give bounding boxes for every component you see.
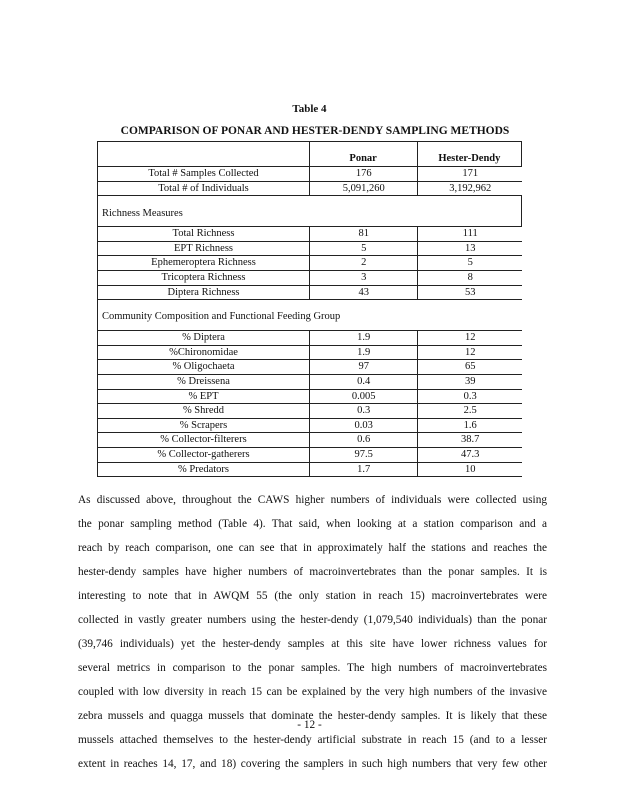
hester-dendy-value: 171 bbox=[462, 168, 479, 179]
table-heading: COMPARISON OF PONAR AND HESTER-DENDY SAMPLING METHODS bbox=[120, 125, 510, 137]
hester-dendy-value: 1.6 bbox=[463, 419, 477, 431]
row-label: % Oligochaeta bbox=[98, 360, 310, 374]
hester-dendy-value: 0.3 bbox=[463, 390, 477, 402]
hester-dendy-value: 2.5 bbox=[463, 405, 477, 417]
ponar-value: 0.3 bbox=[310, 404, 418, 418]
hester-dendy-value: 3,192,962 bbox=[449, 182, 492, 194]
body-line: reach by reach comparison, one can see that in approximately half the stations and reaches the bbox=[78, 542, 547, 554]
header-blank bbox=[98, 142, 310, 166]
table-row bbox=[98, 433, 522, 448]
table-title: Table 4 bbox=[292, 103, 327, 115]
table-row bbox=[98, 390, 522, 405]
ponar-value: 43 bbox=[310, 286, 418, 300]
table-row bbox=[98, 286, 522, 301]
row-label: Tricoptera Richness bbox=[98, 271, 310, 285]
body-line: zebra mussels and quagga mussels that dominate the hester-dendy samples. It is likely that these bbox=[78, 710, 547, 722]
hester-dendy-value: 65 bbox=[464, 361, 476, 373]
row-label: %Chironomidae bbox=[98, 346, 310, 360]
hester-dendy-value: 12 bbox=[464, 346, 476, 358]
ponar-value: 0.4 bbox=[310, 375, 418, 389]
hester-dendy-value: 13 bbox=[464, 242, 476, 254]
table-row bbox=[98, 256, 522, 271]
ponar-value: 97 bbox=[310, 360, 418, 374]
table-row bbox=[98, 346, 522, 361]
table-row bbox=[98, 271, 522, 286]
row-label: % Diptera bbox=[98, 331, 310, 345]
row-label: % Dreissena bbox=[98, 375, 310, 389]
table-row bbox=[98, 167, 522, 182]
ponar-value: 3 bbox=[310, 271, 418, 285]
hester-dendy-value: 111 bbox=[462, 228, 478, 240]
ponar-value: 5 bbox=[310, 242, 418, 256]
row-label: Total # Samples Collected bbox=[98, 167, 310, 181]
hester-dendy-value: 47.3 bbox=[461, 448, 480, 460]
row-label: EPT Richness bbox=[98, 242, 310, 256]
ponar-value: 5,091,260 bbox=[310, 182, 418, 196]
hester-dendy-value: 39 bbox=[464, 375, 476, 387]
row-label: Diptera Richness bbox=[98, 286, 310, 300]
body-line: extent in reaches 14, 17, and 18) covering the samplers in such high numbers that very few other bbox=[78, 758, 547, 770]
row-label: % Predators bbox=[98, 463, 310, 477]
table-row bbox=[98, 404, 522, 419]
hester-dendy-value: 12 bbox=[464, 332, 476, 344]
ponar-value: 81 bbox=[310, 227, 418, 241]
row-label: % Shredd bbox=[98, 404, 310, 418]
community-section-label: Community Composition and Functional Feeding Group bbox=[98, 300, 522, 331]
row-label: % Collector-filterers bbox=[98, 433, 310, 447]
body-line: the ponar sampling method (Table 4). That said, when looking at a station comparison and a bbox=[78, 518, 547, 530]
row-label: % Collector-gatherers bbox=[98, 448, 310, 462]
hester-dendy-value: 10 bbox=[464, 463, 476, 475]
header-hester-dendy: Hester-Dendy bbox=[418, 142, 522, 166]
ponar-value: 1.9 bbox=[310, 346, 418, 360]
hester-dendy-value: 5 bbox=[467, 257, 473, 269]
row-label: Ephemeroptera Richness bbox=[98, 256, 310, 270]
ponar-value: 0.005 bbox=[310, 390, 418, 404]
row-label: Total Richness bbox=[98, 227, 310, 241]
table-row bbox=[98, 375, 522, 390]
table-row bbox=[98, 331, 522, 346]
ponar-value: 97.5 bbox=[310, 448, 418, 462]
table-row bbox=[98, 227, 522, 242]
body-line: hester-dendy samples have higher numbers of macroinvertebrates than the ponar samples. It is bbox=[78, 566, 547, 578]
ponar-value: 176 bbox=[310, 167, 418, 181]
ponar-value: 0.6 bbox=[310, 433, 418, 447]
header-ponar: Ponar bbox=[310, 142, 418, 166]
body-line: As discussed above, throughout the CAWS higher numbers of individuals were collected using bbox=[78, 494, 547, 506]
row-label: % Scrapers bbox=[98, 419, 310, 433]
table-row bbox=[98, 463, 522, 478]
body-line: collected in vastly greater numbers using the hester-dendy (1,079,540 individuals) than the ponar bbox=[78, 614, 547, 626]
comparison-table bbox=[97, 141, 522, 477]
ponar-value: 2 bbox=[310, 256, 418, 270]
table-row bbox=[98, 448, 522, 463]
body-line: (39,746 individuals) yet the hester-dendy samples at this site have lower richness values for bbox=[78, 638, 547, 650]
hester-dendy-value: 38.7 bbox=[461, 434, 480, 446]
table-row bbox=[98, 182, 522, 197]
hester-dendy-value: 8 bbox=[467, 271, 473, 283]
ponar-value: 1.9 bbox=[310, 331, 418, 345]
table-header-row bbox=[98, 141, 522, 167]
body-line: interesting to note that in AWQM 55 (the only station in reach 15) macroinvertebrates were bbox=[78, 590, 547, 602]
table-row bbox=[98, 419, 522, 434]
page-number: - 12 - bbox=[297, 719, 322, 731]
row-label: Total # of Individuals bbox=[98, 182, 310, 196]
table-row bbox=[98, 242, 522, 257]
body-line: mussels attached themselves to the hester-dendy artificial substrate in reach 15 (and to a lesser bbox=[78, 734, 547, 746]
ponar-value: 0.03 bbox=[310, 419, 418, 433]
row-label: % EPT bbox=[98, 390, 310, 404]
body-line: coupled with low diversity in reach 15 can be explained by the very high numbers of the invasive bbox=[78, 686, 547, 698]
hester-dendy-value: 53 bbox=[464, 286, 476, 298]
table-row bbox=[98, 360, 522, 375]
richness-section-label: Richness Measures bbox=[98, 196, 522, 227]
body-line: several metrics in comparison to the ponar samples. The high numbers of macroinvertebrates bbox=[78, 662, 547, 674]
body-paragraph bbox=[78, 488, 547, 776]
ponar-value: 1.7 bbox=[310, 463, 418, 477]
